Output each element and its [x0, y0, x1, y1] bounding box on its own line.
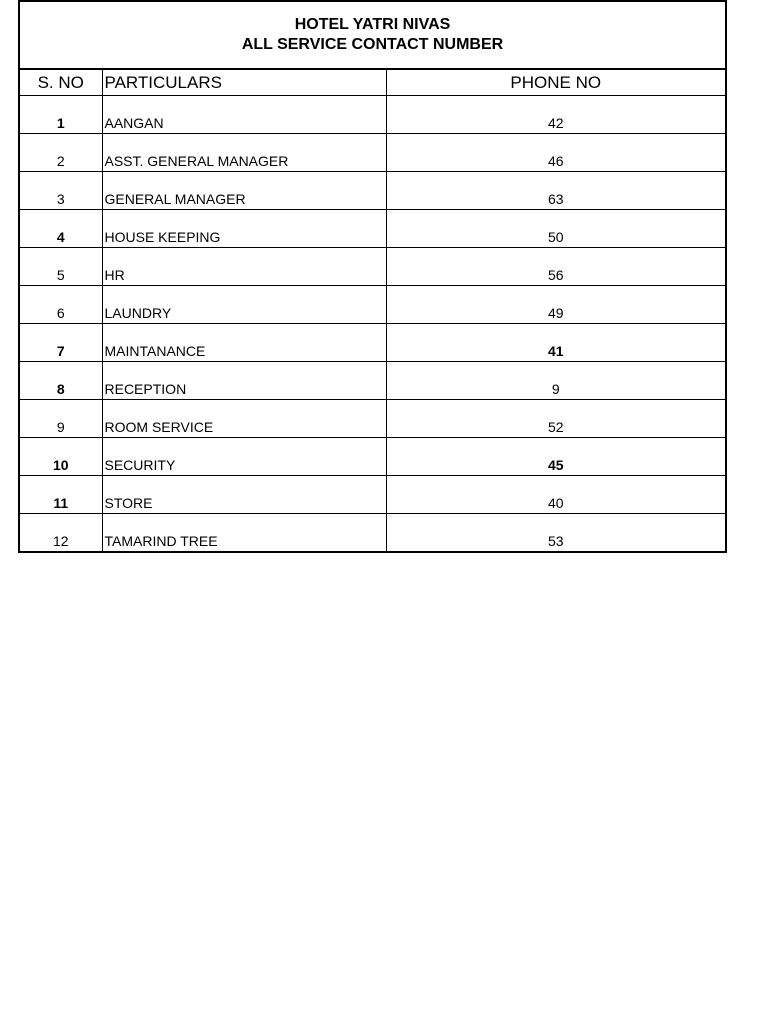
table-row	[19, 210, 726, 248]
table-row	[19, 172, 726, 210]
cell-sno: 6	[19, 286, 102, 324]
table-row	[19, 514, 726, 553]
title-line-hotel: HOTEL YATRI NIVAS	[294, 16, 451, 33]
cell-particulars: STORE	[102, 476, 386, 514]
cell-particulars: ROOM SERVICE	[102, 400, 386, 438]
cell-phone: 41	[386, 324, 726, 362]
table-row	[19, 134, 726, 172]
table-row	[19, 476, 726, 514]
cell-sno: 8	[19, 362, 102, 400]
table-row	[19, 362, 726, 400]
header-row	[19, 69, 726, 96]
cell-particulars: RECEPTION	[102, 362, 386, 400]
cell-phone: 45	[386, 438, 726, 476]
cell-phone: 49	[386, 286, 726, 324]
cell-sno: 5	[19, 248, 102, 286]
cell-particulars: HR	[102, 248, 386, 286]
cell-particulars: TAMARIND TREE	[102, 514, 386, 553]
cell-phone: 40	[386, 476, 726, 514]
table-row	[19, 96, 726, 134]
cell-phone: 52	[386, 400, 726, 438]
cell-particulars: AANGAN	[102, 96, 386, 134]
cell-particulars: GENERAL MANAGER	[102, 172, 386, 210]
table-row	[19, 400, 726, 438]
header-particulars: PARTICULARS	[102, 69, 386, 96]
table-row	[19, 248, 726, 286]
cell-sno: 3	[19, 172, 102, 210]
title-row	[19, 1, 726, 69]
cell-particulars: MAINTANANCE	[102, 324, 386, 362]
cell-phone: 9	[386, 362, 726, 400]
header-phone: PHONE NO	[386, 69, 726, 96]
cell-sno: 10	[19, 438, 102, 476]
cell-particulars: ASST. GENERAL MANAGER	[102, 134, 386, 172]
cell-phone: 46	[386, 134, 726, 172]
cell-particulars: SECURITY	[102, 438, 386, 476]
table-row	[19, 438, 726, 476]
cell-phone: 50	[386, 210, 726, 248]
cell-particulars: LAUNDRY	[102, 286, 386, 324]
cell-phone: 63	[386, 172, 726, 210]
contact-table	[18, 0, 727, 553]
cell-sno: 1	[19, 96, 102, 134]
cell-sno: 9	[19, 400, 102, 438]
cell-sno: 2	[19, 134, 102, 172]
title-line-subtitle: ALL SERVICE CONTACT NUMBER	[241, 36, 504, 53]
cell-phone: 42	[386, 96, 726, 134]
document-title	[19, 1, 726, 69]
cell-phone: 56	[386, 248, 726, 286]
cell-sno: 4	[19, 210, 102, 248]
header-sno: S. NO	[19, 69, 102, 96]
cell-phone: 53	[386, 514, 726, 553]
cell-particulars: HOUSE KEEPING	[102, 210, 386, 248]
cell-sno: 12	[19, 514, 102, 553]
cell-sno: 7	[19, 324, 102, 362]
table-row	[19, 324, 726, 362]
cell-sno: 11	[19, 476, 102, 514]
table-row	[19, 286, 726, 324]
